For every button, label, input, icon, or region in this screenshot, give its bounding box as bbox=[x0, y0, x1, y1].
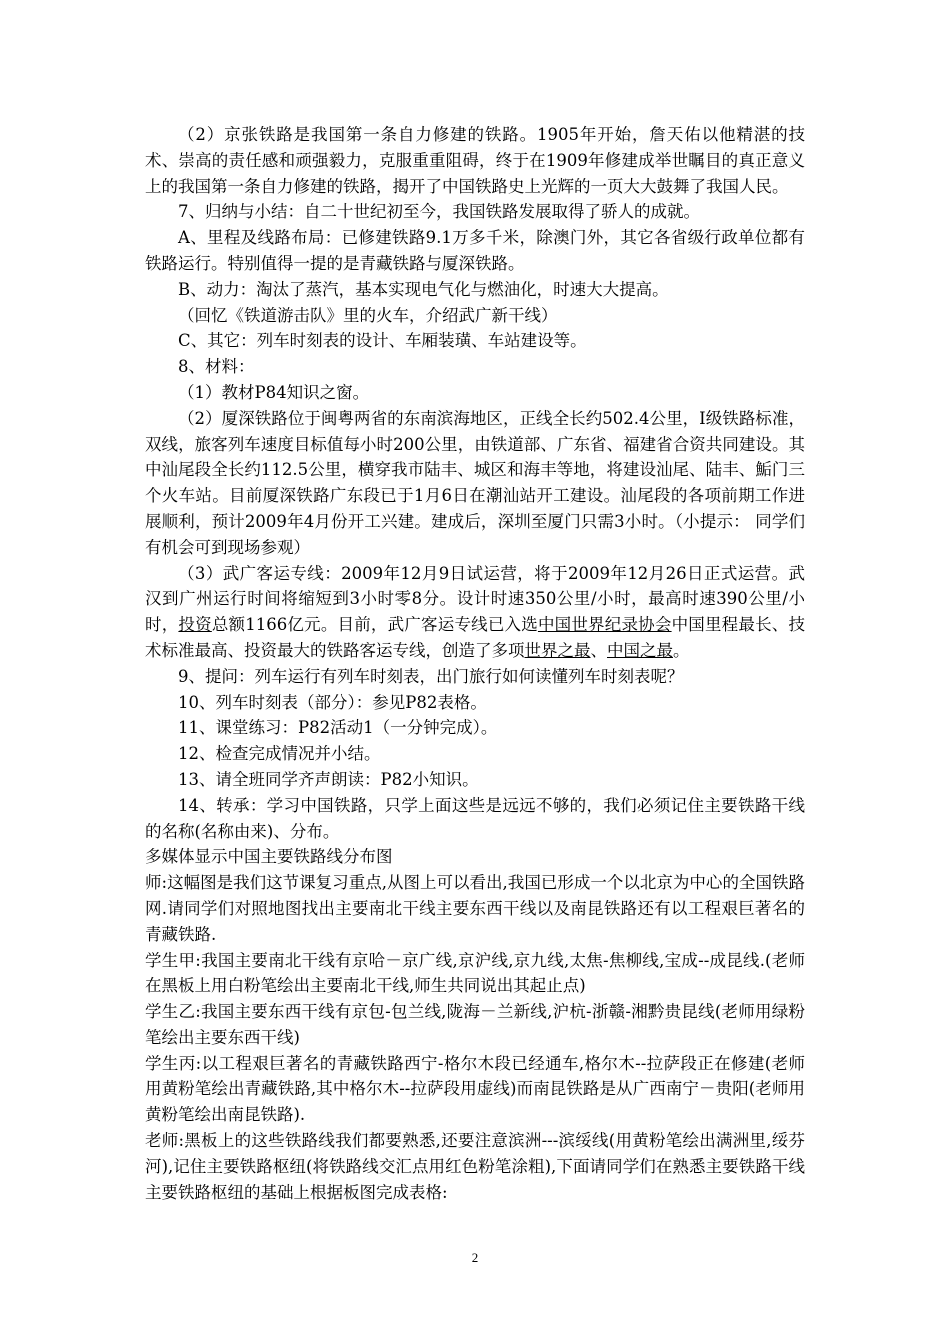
wuguang-text-2: 总额1166亿元。目前，武广客运专线已入选 bbox=[211, 615, 538, 635]
paragraph-exercise: 11、课堂练习：P82活动1（一分钟完成）。 bbox=[178, 718, 498, 738]
paragraph-read-aloud: 13、请全班同学齐声朗读：P82小知识。 bbox=[178, 769, 479, 789]
paragraph-student-a: 学生甲:我国主要南北干线有京哈－京广线,京沪线,京九线,太焦-焦柳线,宝成--成昆线.(老师在黑板上用白粉笔绘出主要南北干线,师生共同说出其起止点) bbox=[145, 950, 805, 996]
paragraph-material-1: （1）教材P84知识之窗。 bbox=[178, 382, 370, 402]
document-body bbox=[145, 122, 805, 1205]
page-number: 2 bbox=[471, 1250, 479, 1265]
paragraph-multimedia: 多媒体显示中国主要铁路线分布图 bbox=[145, 847, 393, 867]
paragraph-power: B、动力：淘汰了蒸汽，基本实现电气化与燃油化，时速大大提高。 bbox=[178, 279, 669, 299]
wuguang-text-3: 中国里程最长、技术标准最高、投资最大的铁路客运专线，创造了多项 bbox=[145, 615, 805, 660]
paragraph-mileage: A、里程及线路布局：已修建铁路9.1万多千米，除澳门外，其它各省级行政单位都有铁路运行。特别值得一提的是青藏铁路与厦深铁路。 bbox=[145, 228, 805, 273]
paragraph-xiashen-railway: （2）厦深铁路位于闽粤两省的东南滨海地区，正线全长约502.4公里，Ⅰ级铁路标准，双线，旅客列车速度目标值每小时200公里，由铁道部、广东省、福建省合资共同建设。其中汕尾段全长约112.5公里，横穿我市陆丰、城区和海丰等地，将建设汕尾、陆丰、鮜门三个火车站。目前厦深铁路广东段已于1月6日在潮汕站开工建设。汕尾段的各项前期工作进展顺利，预计2009年4月份开工兴建。建成后，深圳至厦门只需3小时。（小提示： 同学们有机会可到现场参观） bbox=[145, 408, 805, 557]
paragraph-check: 12、检查完成情况并小结。 bbox=[178, 744, 381, 764]
paragraph-materials-heading: 8、材料： bbox=[178, 357, 255, 377]
link-world-record-association[interactable]: 中国世界纪录协会 bbox=[537, 615, 672, 635]
paragraph-student-b: 学生乙:我国主要东西干线有京包-包兰线,陇海－兰新线,沪杭-浙赣-湘黔贵昆线(老师用绿粉笔绘出主要东西干线) bbox=[145, 1002, 805, 1047]
paragraph-others: C、其它：列车时刻表的设计、车厢装璜、车站建设等。 bbox=[178, 331, 587, 351]
wuguang-text-4: 、 bbox=[590, 640, 607, 660]
link-world-best[interactable]: 世界之最 bbox=[524, 640, 591, 660]
wuguang-text-1: （3）武广客运专线：2009年12月9日试运营，将于2009年12月26日正式运营。武汉到广州运行时间将缩短到3小时零8分。设计时速350公里/小时，最高时速390公里/小时， bbox=[145, 563, 805, 635]
paragraph-timetable: 10、列车时刻表（部分）：参见P82表格。 bbox=[178, 692, 487, 712]
paragraph-student-c: 学生丙:以工程艰巨著名的青藏铁路西宁-格尔木段已经通车,格尔木--拉萨段正在修建(老师用黄粉笔绘出青藏铁路,其中格尔木--拉萨段用虚线)而南昆铁路是从广西南宁－贵阳(老师用黄粉笔绘出南昆铁路). bbox=[145, 1053, 805, 1125]
paragraph-transition: 14、转承：学习中国铁路，只学上面这些是远远不够的，我们必须记住主要铁路干线的名称(名称由来)、分布。 bbox=[145, 795, 805, 841]
paragraph-teacher-conclusion: 老师:黑板上的这些铁路线我们都要熟悉,还要注意滨洲---滨绥线(用黄粉笔绘出满洲里,绥芬河),记住主要铁路枢纽(将铁路线交汇点用红色粉笔涂粗),下面请同学们在熟悉主要铁路干线主要铁路枢纽的基础上根据板图完成表格: bbox=[145, 1131, 805, 1202]
paragraph-summary-heading: 7、归纳与小结：自二十世纪初至今，我国铁路发展取得了骄人的成就。 bbox=[178, 202, 700, 222]
link-china-best[interactable]: 中国之最 bbox=[607, 640, 673, 660]
paragraph-jingzhang-railway: （2）京张铁路是我国第一条自力修建的铁路。1905年开始，詹天佑以他精湛的技术、崇高的责任感和顽强毅力，克服重重阻碍，终于在1909年修建成举世瞩目的真正意义上的我国第一条自力修建的铁路，揭开了中国铁路史上光辉的一页大大鼓舞了我国人民。 bbox=[145, 125, 805, 196]
paragraph-question-timetable: 9、提问：列车运行有列车时刻表，出门旅行如何读懂列车时刻表呢？ bbox=[178, 666, 684, 686]
paragraph-wuguang-railway bbox=[145, 561, 805, 664]
wuguang-text-5: 。 bbox=[673, 640, 690, 660]
paragraph-recall-note: （回忆《铁道游击队》里的火车，介绍武广新干线） bbox=[178, 305, 558, 325]
paragraph-teacher-intro: 师:这幅图是我们这节课复习重点,从图上可以看出,我国已形成一个以北京为中心的全国铁路网.请同学们对照地图找出主要南北干线主要东西干线以及南昆铁路还有以工程艰巨著名的青藏铁路. bbox=[145, 873, 805, 944]
link-investment[interactable]: 投资 bbox=[178, 615, 212, 635]
